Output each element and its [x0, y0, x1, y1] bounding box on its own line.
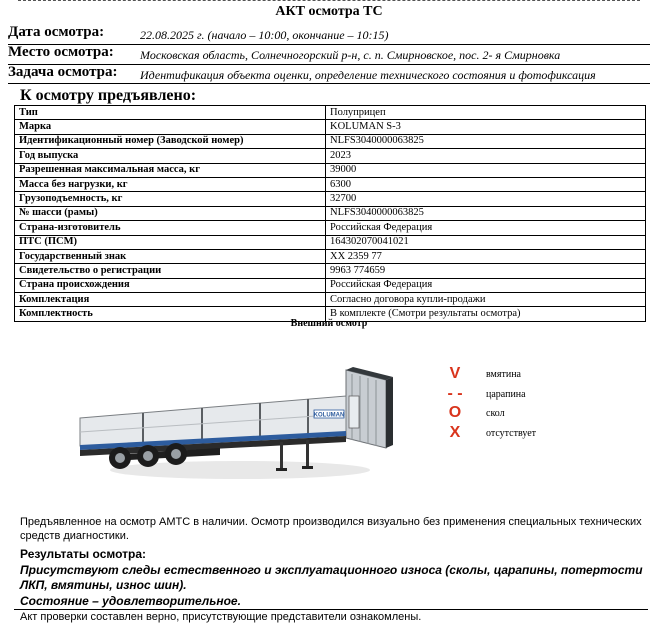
spec-key: Идентификационный номер (Заводской номер)	[15, 134, 326, 148]
legend-label: вмятина	[486, 369, 521, 380]
results-text: Присутствуют следы естественного и эксплуатационного износа (сколы, царапины, потертости ЛКП, вмятины, износ шин).	[20, 563, 643, 592]
spec-value: 39000	[326, 163, 646, 177]
landing-gear	[280, 442, 283, 470]
legend-label: отсутствует	[486, 428, 537, 439]
table-row	[15, 235, 646, 249]
table-row	[15, 106, 646, 120]
spec-key: № шасси (рамы)	[15, 206, 326, 220]
brand-label: KOLUMAN	[313, 412, 345, 419]
results-title: Результаты осмотра:	[20, 547, 146, 561]
spec-key: Страна происхождения	[15, 278, 326, 292]
task-value: Идентификация объекта оценки, определение технического состояния и фотофиксация	[140, 68, 596, 82]
chip-icon: O	[448, 404, 462, 421]
legend-label: скол	[486, 408, 505, 419]
footer-rule	[14, 609, 648, 610]
spec-key: Разрешенная максимальная масса, кг	[15, 163, 326, 177]
spec-value: В комплекте (Смотри результаты осмотра)	[326, 307, 646, 321]
spec-table	[14, 105, 646, 322]
footer-text: Акт проверки составлен верно, присутствующие представители ознакомлены.	[20, 611, 422, 623]
table-row	[15, 134, 646, 148]
spec-key: Комплектность	[15, 307, 326, 321]
spec-key: Грузоподъемность, кг	[15, 192, 326, 206]
spec-value: 9963 774659	[326, 264, 646, 278]
spec-key: Комплектация	[15, 293, 326, 307]
table-row	[15, 293, 646, 307]
date-value: 22.08.2025 г. (начало – 10:00, окончание – 10:15)	[140, 28, 389, 42]
dent-icon: V	[449, 365, 461, 382]
spec-key: Свидетельство о регистрации	[15, 264, 326, 278]
spec-key: Тип	[15, 106, 326, 120]
table-row	[15, 206, 646, 220]
spec-value: ХХ 2359 77	[326, 249, 646, 263]
spec-value: 2023	[326, 149, 646, 163]
spec-value: NLFS3040000063825	[326, 134, 646, 148]
spec-value: Российская Федерация	[326, 278, 646, 292]
date-label: Дата осмотра:	[8, 24, 105, 40]
spec-key: Масса без нагрузки, кг	[15, 177, 326, 191]
table-row	[15, 177, 646, 191]
spec-value: NLFS3040000063825	[326, 206, 646, 220]
spec-value: 32700	[326, 192, 646, 206]
top-dashed-rule	[18, 0, 640, 1]
spec-value: 164302070041021	[326, 235, 646, 249]
legend-label: царапина	[486, 389, 526, 400]
section-title: К осмотру предъявлено:	[20, 87, 197, 104]
table-row	[15, 149, 646, 163]
spec-key: Год выпуска	[15, 149, 326, 163]
table-row	[15, 163, 646, 177]
place-value: Московская область, Солнечногорский р-н, с. п. Смирновское, пос. 2- я Смирновка	[140, 48, 561, 62]
spec-key: Марка	[15, 120, 326, 134]
spec-value: Российская Федерация	[326, 221, 646, 235]
spec-value: KOLUMAN S-3	[326, 120, 646, 134]
table-row	[15, 264, 646, 278]
exterior-title: Внешний осмотр	[290, 318, 368, 329]
table-row	[15, 249, 646, 263]
document-title: АКТ осмотра ТС	[275, 4, 383, 19]
spec-key: Страна-изготовитель	[15, 221, 326, 235]
presence-text: Предъявленное на осмотр АМТС в наличии. Осмотр производился визуально без применения специальных технических средств диагностики.	[20, 516, 642, 542]
condition-text: Состояние – удовлетворительное.	[20, 594, 241, 608]
spec-value: Полуприцеп	[326, 106, 646, 120]
spec-key: Государственный знак	[15, 249, 326, 263]
table-row	[15, 120, 646, 134]
spec-value: Согласно договора купли-продажи	[326, 293, 646, 307]
spec-value: 6300	[326, 177, 646, 191]
header-rule	[8, 83, 650, 84]
missing-icon: X	[449, 424, 461, 441]
table-row	[15, 278, 646, 292]
scratch-icon: - -	[447, 385, 463, 402]
trailer-image	[70, 352, 430, 502]
table-row	[15, 221, 646, 235]
task-label: Задача осмотра:	[8, 64, 118, 80]
place-label: Место осмотра:	[8, 44, 114, 60]
table-row	[15, 192, 646, 206]
spec-key: ПТС (ПСМ)	[15, 235, 326, 249]
